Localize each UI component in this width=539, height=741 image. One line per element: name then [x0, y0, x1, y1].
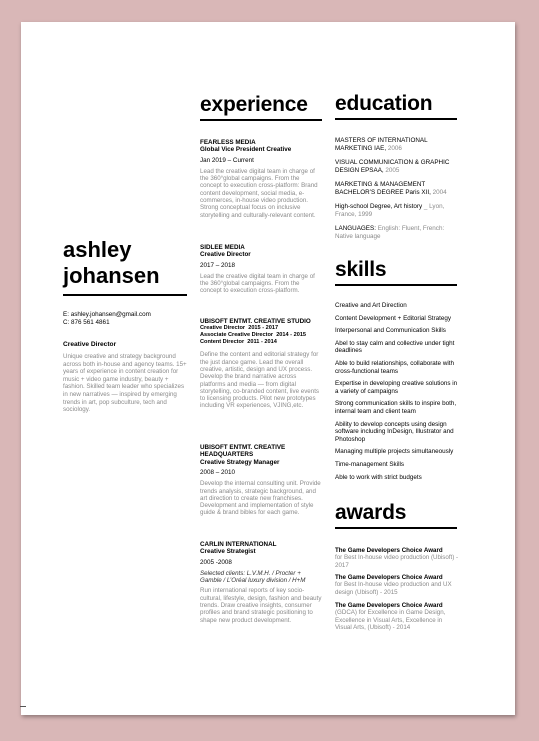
position: Global Vice President Creative [200, 146, 292, 154]
skills-divider [335, 284, 457, 286]
education-title: VISUAL COMMUNICATION & GRAPHIC DESIGN EPSAA, [335, 159, 450, 174]
resume-page [21, 22, 515, 715]
awards-divider [335, 527, 457, 529]
education-meta: 2006 [387, 144, 402, 152]
experience-item [200, 139, 322, 219]
sub-role-title: Creative Director [200, 325, 246, 332]
selected-clients: Selected clients: L.V.M.H. / Procter + Gamble / L’Oréal luxury division / H+M [200, 569, 306, 585]
company: UBISOFT ENTMT. CREATIVE HEADQUARTERS [200, 444, 286, 459]
skill-item: Abel to stay calm and collective under tight deadlines [335, 339, 455, 355]
education-meta: 2004 [432, 188, 447, 196]
role-title: Creative Director [63, 341, 117, 348]
sub-role [200, 339, 322, 346]
experience-item [200, 244, 322, 295]
first-name: ashley [63, 237, 132, 262]
education-item [335, 181, 460, 196]
sub-role-period: 2014 - 2015 [276, 332, 307, 339]
company: CARLIN INTERNATIONAL [200, 541, 277, 548]
sub-role [200, 332, 322, 339]
award-title: The Game Developers Choice Award [335, 602, 443, 609]
name-divider [63, 294, 187, 296]
skill-item: Interpersonal and Communication Skills [335, 327, 446, 335]
position: Creative Strategist [200, 548, 256, 556]
email[interactable]: E: ashley.johansen@gmail.com [63, 311, 151, 318]
award-item [335, 574, 460, 596]
experience-item [200, 318, 322, 410]
education-item [335, 203, 460, 218]
skill-item: Able to build relationships, collaborate with cross-functional teams [335, 359, 455, 375]
description: Run international reports of key socio-cultural, lifestyle, design, fashion and beauty trends. Draw creative insights, consumer profiles and brand strategic positioning to shape new product development. [200, 587, 322, 624]
skills-heading: skills [335, 258, 387, 281]
date-range: Jan 2019 – Current [200, 156, 254, 164]
company: FEARLESS MEDIA [200, 139, 256, 146]
award-item [335, 547, 460, 569]
corner-mark [20, 706, 26, 707]
sub-role [200, 325, 322, 332]
award-detail: for Best In-house video production and UX design (Ubisoft) - 2015 [335, 581, 452, 596]
languages [335, 225, 460, 240]
award-detail: for Best In-house video production (Ubisoft) - 2017 [335, 554, 459, 569]
skill-item: Creative and Art Direction [335, 302, 407, 309]
phone[interactable]: C: 876 561 4861 [63, 319, 110, 326]
description: Develop the internal consulting unit. Provide trends analysis, strategic background, and art direction to create new franchises. Development and implementation of style guide & brand bibles for each game. [200, 480, 321, 517]
date-range: 2005 -2008 [200, 558, 232, 566]
company: SIDLEE MEDIA [200, 244, 245, 251]
education-meta: _ Lyon, France, 1999 [335, 203, 445, 218]
company: UBISOFT ENTMT. CREATIVE STUDIO [200, 318, 311, 325]
award-detail: (GDCA) for Excellence in Game Design, Excellence in Visual Arts, Excellence in Visual Arts, (Ubisoft) - 2014 [335, 609, 446, 632]
profile-summary: Unique creative and strategy background across both in-house and agency teams. 15+ years of experience in content creation for music + video game industry, beauty + fashion. Skilled team leader who specializes in new narratives — inspired by emerging trends in art, pop subculture, tech and sociology. [63, 353, 187, 414]
skill-item: Managing multiple projects simultaneously [335, 448, 454, 456]
education-heading: education [335, 92, 433, 115]
skill-item: Able to work with strict budgets [335, 473, 422, 481]
last-name: johansen [63, 263, 160, 288]
education-divider [335, 118, 457, 120]
date-range: 2008 – 2010 [200, 469, 236, 477]
languages-value: English: Fluent, French: Native language [335, 225, 445, 240]
sub-role-period: 2011 - 2014 [247, 339, 277, 346]
description: Define the content and editorial strategy for the just dance game. Lead the overall creative, artistic, design and UX process. Develop the brand narrative across platforms and media — from digital storytelling, co-branded content, live events to licensing products. Pilot new prototypes including VR experiences, VJING,etc. [200, 351, 320, 410]
award-title: The Game Developers Choice Award [335, 547, 443, 554]
education-title: MARKETING & MANAGEMENT BACHELOR’S DEGREE Paris XII, [335, 181, 431, 196]
languages-label: LANGUAGES: [335, 225, 376, 232]
date-range: 2017 – 2018 [200, 261, 236, 269]
skills-list [335, 302, 460, 486]
skill-item: Ability to develop concepts using design software including InDesign, Illustrator and Photoshop [335, 420, 454, 443]
skill-item: Time-management Skills [335, 460, 405, 468]
sub-role-title: Associate Creative Director [200, 332, 274, 339]
experience-heading: experience [200, 93, 308, 116]
education-title: High-school Degree, Art history [335, 203, 423, 210]
award-item [335, 602, 460, 632]
contact-info [63, 311, 193, 327]
experience-divider [200, 119, 322, 121]
skill-item: Content Development + Editorial Strategy [335, 314, 452, 322]
education-item [335, 137, 460, 152]
position: Creative Director [200, 251, 251, 259]
education-item [335, 159, 460, 174]
education-title: MASTERS OF INTERNATIONAL MARKETING IAE, [335, 137, 428, 152]
position: Creative Strategy Manager [200, 458, 280, 466]
award-title: The Game Developers Choice Award [335, 574, 443, 581]
sub-role-period: 2015 - 2017 [248, 325, 279, 332]
person-name [63, 237, 187, 289]
experience-item [200, 541, 322, 624]
skill-item: Expertise in developing creative solutions in a variety of campaigns [335, 380, 458, 395]
education-meta: 2005 [385, 166, 400, 174]
description: Lead the creative digital team in charge of the 360°global campaigns. From the concept to execution cross-platform: Brand content development, social media, e-commerces, in-house video production. Strong conceptual focus on inclusive storytelling and culturally-relevant content. [200, 167, 318, 219]
description: Lead the creative digital team in charge of the 360°global campaigns. From the concept to execution cross-platform. [200, 272, 315, 295]
awards-heading: awards [335, 501, 407, 524]
experience-item [200, 444, 322, 517]
skill-item: Strong communication skills to inspire both, internal team and client team [335, 400, 457, 415]
sub-role-title: Content Director [200, 339, 245, 346]
